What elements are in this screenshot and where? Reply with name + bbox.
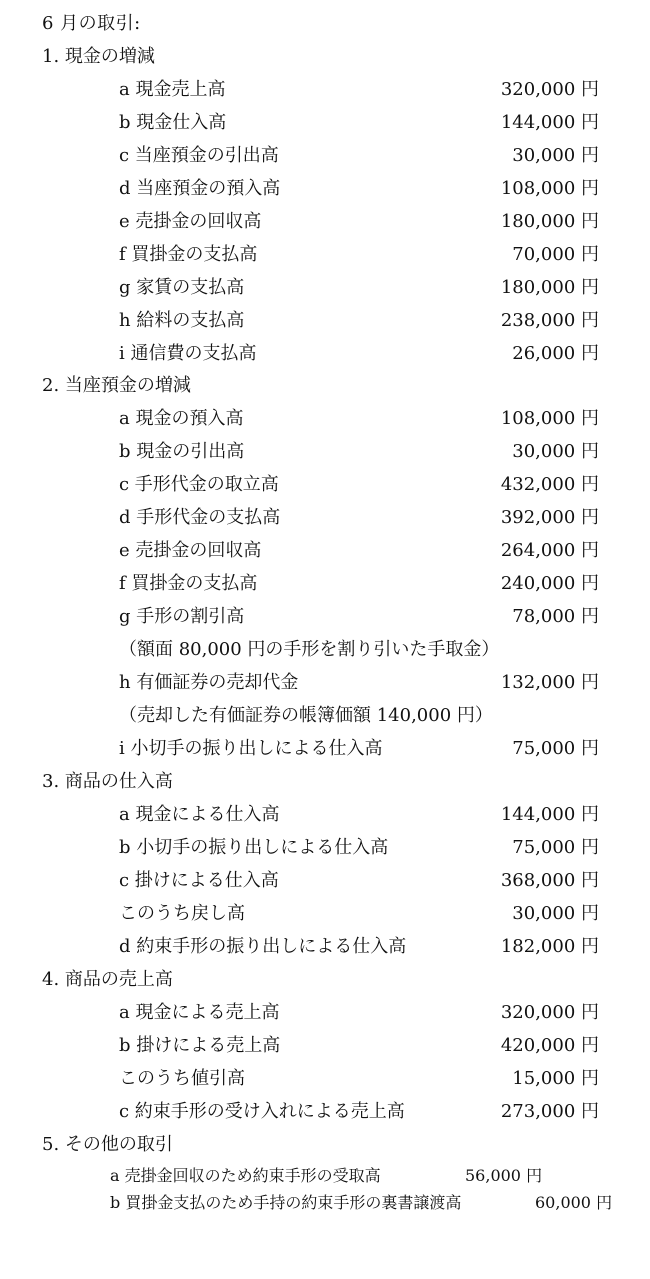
- transaction-amount: 56,000 円: [465, 1166, 543, 1185]
- transaction-row: [119, 998, 599, 1028]
- transaction-row: [119, 273, 599, 303]
- transaction-amount: 132,000 円: [500, 672, 599, 693]
- transaction-label: a 現金による売上高: [119, 1002, 280, 1023]
- transaction-label: d 約束手形の振り出しによる仕入高: [119, 936, 407, 957]
- transaction-row: [119, 866, 599, 896]
- transaction-row: [119, 734, 599, 764]
- transaction-label: g 手形の割引高: [119, 606, 245, 627]
- transaction-amount: 144,000 円: [500, 804, 599, 825]
- transaction-amount: 420,000 円: [500, 1035, 599, 1056]
- transaction-row: [119, 437, 599, 467]
- transaction-amount: 108,000 円: [500, 178, 599, 199]
- transaction-label: b 買掛金支払のため手持の約束手形の裏書譲渡高: [110, 1193, 462, 1212]
- transaction-label: c 当座預金の引出高: [119, 145, 279, 166]
- transaction-label: a 現金による仕入高: [119, 804, 280, 825]
- transaction-amount: 108,000 円: [500, 408, 599, 429]
- transaction-row: [119, 569, 599, 599]
- transaction-amount: 368,000 円: [500, 870, 599, 891]
- transaction-row: [119, 207, 599, 237]
- section-heading: 4. 商品の売上高: [42, 969, 173, 990]
- transaction-amount: 320,000 円: [500, 1002, 599, 1023]
- transaction-amount: 432,000 円: [500, 474, 599, 495]
- transaction-label: b 小切手の振り出しによる仕入高: [119, 837, 389, 858]
- section-heading: 3. 商品の仕入高: [42, 771, 173, 792]
- transaction-amount: 320,000 円: [500, 79, 599, 100]
- transaction-label: i 通信費の支払高: [119, 343, 257, 364]
- transaction-row: [119, 174, 599, 204]
- transaction-row: [119, 635, 599, 665]
- transaction-label: （額面 80,000 円の手形を割り引いた手取金）: [119, 639, 500, 660]
- transaction-amount: 75,000 円: [512, 738, 599, 759]
- transaction-row: [110, 1190, 613, 1220]
- transaction-row: [119, 1031, 599, 1061]
- transaction-amount: 30,000 円: [512, 903, 599, 924]
- transaction-row: [119, 899, 599, 929]
- transaction-row: [119, 932, 599, 962]
- transaction-label: （売却した有価証券の帳簿価額 140,000 円）: [119, 705, 493, 726]
- transaction-label: b 現金仕入高: [119, 112, 227, 133]
- transaction-label: このうち戻し高: [119, 903, 245, 924]
- transaction-amount: 180,000 円: [500, 277, 599, 298]
- transaction-label: d 手形代金の支払高: [119, 507, 281, 528]
- section-heading: 1. 現金の増減: [42, 46, 155, 67]
- transaction-label: f 買掛金の支払高: [119, 573, 258, 594]
- transaction-label: a 売掛金回収のため約束手形の受取高: [110, 1166, 381, 1185]
- transaction-row: [119, 141, 599, 171]
- transaction-label: c 掛けによる仕入高: [119, 870, 279, 891]
- transaction-amount: 182,000 円: [500, 936, 599, 957]
- transaction-label: f 買掛金の支払高: [119, 244, 258, 265]
- transaction-amount: 273,000 円: [500, 1101, 599, 1122]
- transaction-label: このうち値引高: [119, 1068, 245, 1089]
- transaction-amount: 60,000 円: [535, 1193, 613, 1212]
- transaction-label: e 売掛金の回収高: [119, 540, 262, 561]
- transaction-label: h 給料の支払高: [119, 310, 245, 331]
- transaction-label: a 現金売上高: [119, 79, 226, 100]
- transaction-row: [119, 833, 599, 863]
- transaction-label: i 小切手の振り出しによる仕入高: [119, 738, 383, 759]
- transaction-row: [119, 800, 599, 830]
- transaction-label: e 売掛金の回収高: [119, 211, 262, 232]
- page-title: 6 月の取引:: [42, 13, 141, 34]
- section-heading: 2. 当座預金の増減: [42, 375, 191, 396]
- transaction-row: [119, 503, 599, 533]
- transaction-amount: 70,000 円: [512, 244, 599, 265]
- transaction-label: g 家賃の支払高: [119, 277, 245, 298]
- transaction-amount: 240,000 円: [500, 573, 599, 594]
- transaction-label: b 現金の引出高: [119, 441, 245, 462]
- transaction-row: [119, 536, 599, 566]
- transaction-label: c 手形代金の取立高: [119, 474, 279, 495]
- transaction-row: [119, 1064, 599, 1094]
- transaction-label: b 掛けによる売上高: [119, 1035, 281, 1056]
- transaction-row: [110, 1163, 610, 1193]
- transaction-amount: 392,000 円: [500, 507, 599, 528]
- transaction-label: d 当座預金の預入高: [119, 178, 281, 199]
- transaction-amount: 238,000 円: [500, 310, 599, 331]
- transaction-row: [119, 306, 599, 336]
- transaction-amount: 15,000 円: [512, 1068, 599, 1089]
- transaction-row: [119, 470, 599, 500]
- section-heading: 5. その他の取引: [42, 1134, 173, 1155]
- transaction-row: [119, 339, 599, 369]
- transaction-amount: 26,000 円: [512, 343, 599, 364]
- transaction-row: [119, 240, 599, 270]
- transaction-row: [119, 701, 599, 731]
- transaction-row: [119, 404, 599, 434]
- transaction-label: c 約束手形の受け入れによる売上高: [119, 1101, 405, 1122]
- transaction-amount: 144,000 円: [500, 112, 599, 133]
- transaction-row: [119, 668, 599, 698]
- transaction-label: h 有価証券の売却代金: [119, 672, 299, 693]
- transaction-row: [119, 602, 599, 632]
- transaction-amount: 30,000 円: [512, 441, 599, 462]
- transaction-label: a 現金の預入高: [119, 408, 244, 429]
- transaction-row: [119, 75, 599, 105]
- transaction-amount: 78,000 円: [512, 606, 599, 627]
- transaction-amount: 30,000 円: [512, 145, 599, 166]
- transaction-amount: 264,000 円: [500, 540, 599, 561]
- transaction-amount: 180,000 円: [500, 211, 599, 232]
- transaction-row: [119, 1097, 599, 1127]
- transaction-amount: 75,000 円: [512, 837, 599, 858]
- transaction-row: [119, 108, 599, 138]
